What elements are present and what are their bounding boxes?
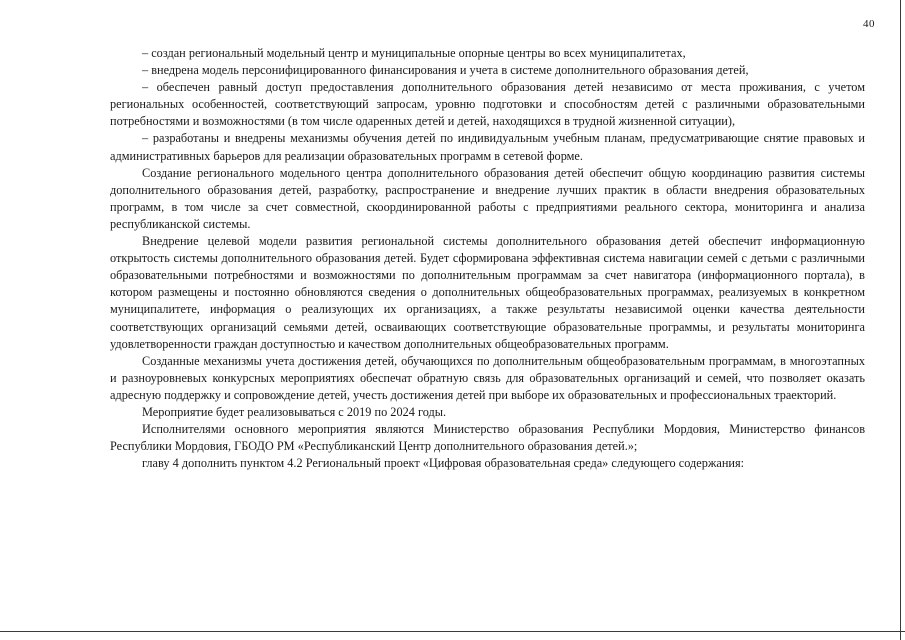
list-item-individual-plans: – разработаны и внедрены механизмы обучения детей по индивидуальным учебным планам, предусматривающие снятие правовых и административных барьеров для реализации образовательных программ в сетевой форме. xyxy=(110,131,865,163)
paragraph-achievement-mechanisms: Созданные механизмы учета достижения детей, обучающихся по дополнительным общеобразовательным программам, в многоэтапных и разноуровневых конкурсных мероприятиях обеспечат обратную связь для образовательных организаций и семей, что позволяет оказать адресную поддержку и сопровождение детей, учесть достижения детей при выборе их образовательных и профессиональных траекторий. xyxy=(110,353,865,402)
paragraph-implementation-period: Мероприятие будет реализовываться с 2019 по 2024 годы. xyxy=(142,404,447,419)
scan-edge-bottom xyxy=(0,631,905,632)
paragraph-executors: Исполнителями основного мероприятия являются Министерство образования Республики Мордовия, Министерство финансов Республики Мордовия, ГБОДО РМ «Республиканский Центр дополнительного образования детей.»; xyxy=(110,422,865,454)
scan-edge-right xyxy=(900,0,901,640)
list-item-personified-financing: – внедрена модель персонифицированного финансирования и учета в системе дополнительного образования детей, xyxy=(142,63,749,78)
paragraph-target-model: Внедрение целевой модели развития региональной системы дополнительного образования детей обеспечит информационную открытость системы дополнительного образования детей. Будет сформирована эффективная система навигации семей с детьми с различными образовательными потребностями и возможностями по дополнительным программам за счет навигатора (информационного портала), в котором размещены и постоянно обновляются сведения о дополнительных общеобразовательных программах, реализуемых в конкретном муниципалитете, информация о реализующих их организациях, а также результаты независимой оценки качества деятельности соответствующих организаций семьями детей, осваивающих соответствующие образовательные программы, и результаты мониторинга удовлетворенности граждан доступностью и качеством дополнительных общеобразовательных программ. xyxy=(110,234,865,351)
list-item-equal-access: – обеспечен равный доступ предоставления дополнительного образования детей независимо от места проживания, с учетом региональных особенностей, соответствующий запросам, уровню подготовки и способностям детей с различными образовательными потребностями и возможностями (в том числе одаренных детей и детей, находящихся в трудной жизненной ситуации), xyxy=(110,80,865,129)
paragraph-chapter-amendment: главу 4 дополнить пунктом 4.2 Региональный проект «Цифровая образовательная среда» следующего содержания: xyxy=(142,456,745,471)
document-body xyxy=(110,45,865,472)
paragraph-model-center-coordination: Создание регионального модельного центра дополнительного образования детей обеспечит общую координацию развития системы дополнительного образования детей, разработку, распространение и внедрение лучших практик в области внедрения образовательных программ, в том числе за счет совместной, скоординированной работы с предприятиями реального сектора, мониторинга и анализа республиканской системы. xyxy=(110,165,865,231)
page-number: 40 xyxy=(863,18,875,30)
list-item-model-center: – создан региональный модельный центр и муниципальные опорные центры во всех муниципалитетах, xyxy=(142,46,686,60)
